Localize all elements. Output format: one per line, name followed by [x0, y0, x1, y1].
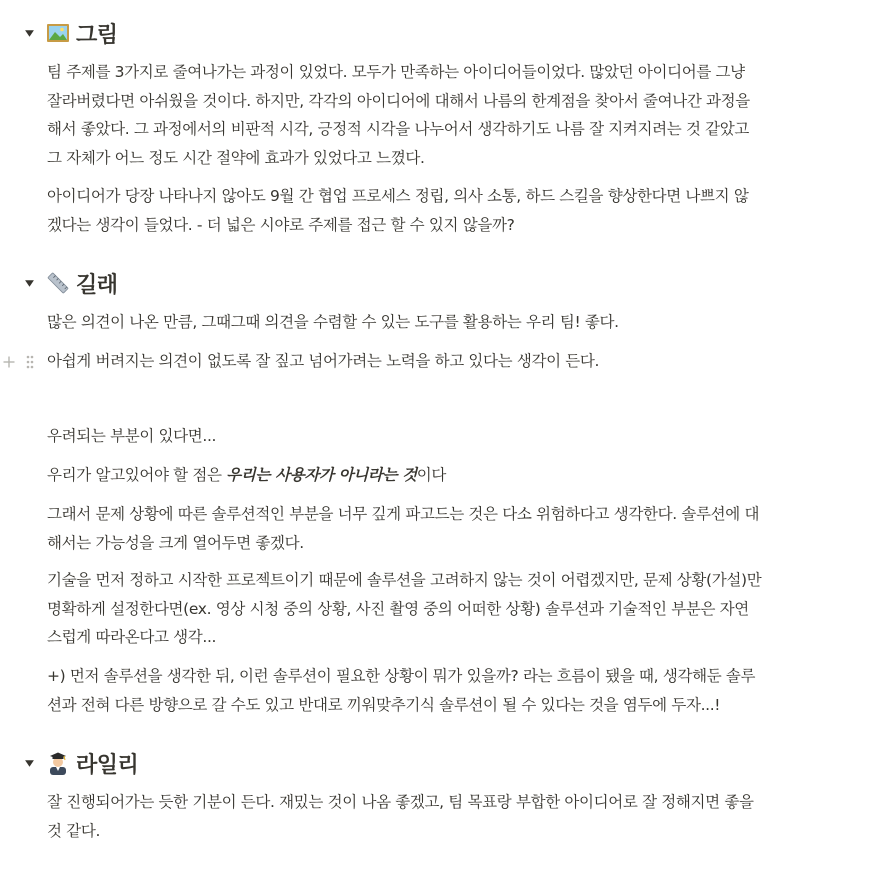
block-handle — [0, 350, 37, 374]
text-line: 아이디어가 당장 나타나지 않아도 9월 간 협업 프로세스 정립, 의사 소통, 하드 스킬을 향상한다면 나쁘지 않 — [47, 187, 749, 205]
text-line: 해서 좋았다. 그 과정에서의 비판적 시각, 긍정적 시각을 나누어서 생각하기도 나름 잘 지켜지려는 것 같았고 — [47, 120, 750, 138]
bold-italic-text: 우리는 사용자가 아니라는 것 — [226, 466, 417, 484]
add-block-icon[interactable] — [0, 352, 18, 372]
text-line: 션과 전혀 다른 방향으로 갈 수도 있고 반대로 끼워맞추기식 솔루션이 될 수 있다는 것을 염두에 두자...! — [47, 695, 721, 714]
text-segment: 우리가 알고있어야 할 점은 — [47, 466, 227, 484]
paragraph — [47, 308, 855, 337]
text-line: 팀 주제를 3가지로 줄여나가는 과정이 있었다. 모두가 만족하는 아이디어들이었다. 많았던 아이디어를 그냥 — [47, 63, 745, 81]
text-line: 스럽게 따라온다고 생각... — [47, 628, 217, 646]
text-line: 그 자체가 어느 정도 시간 절약에 효과가 있었다고 느꼈다. — [47, 148, 425, 167]
heading-title: 길래 — [76, 272, 118, 298]
text-line: 명확하게 설정한다면(ex. 영상 시청 중의 상황, 사진 촬영 중의 어떠한 상황) 솔루션과 기술적인 부분은 자연 — [47, 599, 749, 618]
person-with-cap-icon — [46, 751, 70, 775]
paragraph — [47, 422, 855, 451]
text-line: 기술을 먼저 정하고 시작한 프로젝트이기 때문에 솔루션을 고려하지 않는 것이 어렵겠지만, 문제 상황(가설)만 — [47, 571, 762, 589]
paragraph — [47, 500, 855, 557]
text-line: 잘라버렸다면 아쉬웠을 것이다. 하지만, 각각의 아이디어에 대해서 나름의 한계점을 찾아서 줄여나간 과정을 — [47, 91, 750, 110]
toggle-arrow-icon[interactable] — [18, 752, 40, 774]
text-line: +) 먼저 솔루션을 생각한 뒤, 이런 솔루션이 필요한 상황이 뭐가 있을까? 라는 흐름이 됐을 때, 생각해둔 솔루 — [47, 667, 756, 685]
paragraph — [47, 788, 855, 845]
toggle-arrow-icon[interactable] — [18, 272, 40, 294]
toggle-heading-gillae[interactable] — [18, 267, 118, 299]
paragraph — [47, 662, 855, 719]
text-segment: 이다 — [416, 466, 447, 484]
text-line: 해서는 가능성을 크게 열어두면 좋겠다. — [47, 533, 304, 552]
toggle-heading-riley[interactable] — [18, 747, 138, 779]
text-line: 아쉽게 버려지는 의견이 없도록 잘 짚고 넘어가려는 노력을 하고 있다는 생각이 든다. — [47, 352, 600, 370]
ruler-icon — [46, 271, 70, 295]
text-line: 많은 의견이 나온 만큼, 그때그때 의견을 수렴할 수 있는 도구를 활용하는 우리 팀! 좋다. — [47, 313, 619, 331]
toggle-heading-grim[interactable] — [18, 17, 118, 49]
paragraph — [47, 58, 855, 172]
text-line: 겠다는 생각이 들었다. - 더 넓은 시야로 주제를 접근 할 수 있지 않을까? — [47, 215, 515, 234]
toggle-arrow-icon[interactable] — [18, 22, 40, 44]
drag-handle-icon[interactable] — [23, 352, 37, 372]
paragraph — [47, 182, 855, 239]
text-line: 우려되는 부분이 있다면... — [47, 427, 217, 445]
text-line — [47, 461, 855, 490]
paragraph — [47, 347, 855, 376]
text-line: 잘 진행되어가는 듯한 기분이 든다. 재밌는 것이 나옴 좋겠고, 팀 목표랑 부합한 아이디어로 잘 정해지면 좋을 — [47, 793, 754, 811]
paragraph-emphasis — [47, 461, 855, 490]
heading-title: 그림 — [76, 22, 118, 48]
framed-picture-icon — [46, 21, 70, 45]
paragraph — [47, 566, 855, 652]
text-line: 것 같다. — [47, 821, 101, 840]
heading-title: 라일리 — [76, 752, 139, 778]
text-line: 그래서 문제 상황에 따른 솔루션적인 부분을 너무 깊게 파고드는 것은 다소 위험하다고 생각한다. 솔루션에 대 — [47, 505, 760, 523]
